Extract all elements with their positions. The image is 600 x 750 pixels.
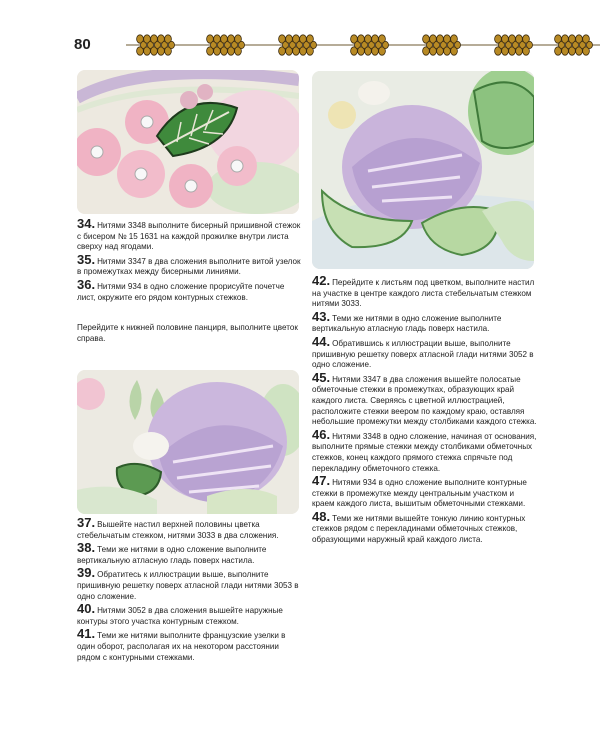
step-number: 42. — [312, 273, 331, 288]
step-44 — [312, 333, 537, 371]
step-48 — [312, 508, 537, 546]
bead-border-decoration — [126, 30, 600, 60]
step-number: 37. — [77, 515, 96, 530]
instructions-right — [312, 275, 537, 547]
step-number: 34. — [77, 216, 96, 231]
step-number: 38. — [77, 540, 96, 556]
section-note: Перейдите к нижней половине панциря, выполните цветок справа. — [77, 323, 298, 343]
step-43 — [312, 308, 537, 335]
step-38 — [77, 542, 301, 566]
step-46 — [312, 426, 537, 474]
step-number: 43. — [312, 308, 331, 324]
step-number: 47. — [312, 473, 331, 489]
step-text: Нитями 3347 в два сложения вышейте полосатые обметочные стежки в промежутках, образующих край каждого листа. Сверяясь с цветной иллюстрацией, расположите стежки веером по каждому краю, оставляя небольшие промежутки между столбиками каждого стежка. — [312, 374, 537, 427]
photo-berries-leaf — [77, 70, 299, 214]
step-text: Обратитесь к иллюстрации выше, выполните пришивную решетку поверх атласной глади нитями 3053 в одно сложение. — [77, 570, 299, 601]
step-35 — [77, 251, 301, 278]
step-number: 45. — [312, 369, 331, 385]
step-number: 41. — [77, 626, 96, 642]
step-text: Нитями 934 в одно сложение прорисуйте почетче лист, окружите его рядом контурных стежков. — [77, 281, 285, 302]
bead-cluster — [555, 35, 593, 55]
page-number: 80 — [74, 36, 91, 53]
step-text: Перейдите к листьям под цветком, выполните настил на участке в центре каждого листа стебельчатым стежком нитями 3033. — [312, 278, 535, 309]
step-text: Нитями 3052 в два сложения вышейте наружные контуры этого участка контурным стежком. — [77, 606, 283, 626]
step-36 — [77, 276, 301, 303]
bead-cluster — [207, 35, 245, 55]
step-text: Нитями 3348 выполните бисерный пришивной стежок с бисером № 15 1631 на каждой прожилке внутри листа сверху над ягодами. — [77, 221, 301, 252]
bead-cluster — [279, 35, 317, 55]
step-number: 48. — [312, 508, 331, 524]
step-text: Теми же нитями вышейте тонкую линию контурных стежков рядом с перекладинами обметочных стежков, образующими наружный край каждого листа. — [312, 513, 526, 545]
bead-cluster — [423, 35, 461, 55]
step-text: Нитями 3348 в одно сложение, начиная от основания, выполните прямые стежки между столбиками обметочных стежков, конец каждого прямого стежка спрячьте под перекладину обметочного стежка. — [312, 431, 537, 473]
step-34 — [77, 218, 301, 253]
step-number: 35. — [77, 251, 96, 267]
step-37 — [77, 517, 301, 541]
step-text: Теми же нитями выполните французские узелки в один оборот, располагая их на некотором расстоянии рядом с контурными стежками. — [77, 631, 286, 662]
step-text: Вышейте настил верхней половины цветка стебельчатым стежком, нитями 3033 в два сложения. — [77, 520, 279, 540]
bead-cluster — [495, 35, 533, 55]
step-41 — [77, 628, 301, 663]
step-40 — [77, 603, 301, 627]
step-text: Нитями 3347 в два сложения выполните витой узелок в промежутках между бисерными линиями. — [77, 256, 301, 277]
step-text: Обратившись к иллюстрации выше, выполните пришивную решетку поверх атласной глади нитями 3052 в одно сложение. — [312, 338, 534, 370]
step-number: 36. — [77, 276, 96, 292]
step-45 — [312, 369, 537, 428]
step-number: 44. — [312, 333, 331, 349]
step-number: 39. — [77, 565, 96, 581]
instructions-left-top — [77, 218, 301, 344]
step-text: Нитями 934 в одно сложение выполните контурные стежки в промежутке между центральным участком и краем каждого листа, вышитым обметочными стежками. — [312, 478, 527, 509]
step-text: Теми же нитями в одно сложение выполните вертикальную атласную гладь поверх настила. — [77, 545, 267, 565]
instructions-left-bottom — [77, 517, 301, 664]
bead-cluster — [137, 35, 175, 55]
step-number: 46. — [312, 426, 331, 442]
step-number: 40. — [77, 601, 96, 617]
photo-flower-leaves — [312, 71, 534, 269]
step-47 — [312, 475, 537, 510]
bead-cluster — [351, 35, 389, 55]
step-42 — [312, 275, 537, 310]
photo-flower-lower — [77, 370, 299, 514]
step-39 — [77, 567, 301, 602]
step-text: Теми же нитями в одно сложение выполните вертикальную атласную гладь поверх настила. — [312, 313, 502, 334]
